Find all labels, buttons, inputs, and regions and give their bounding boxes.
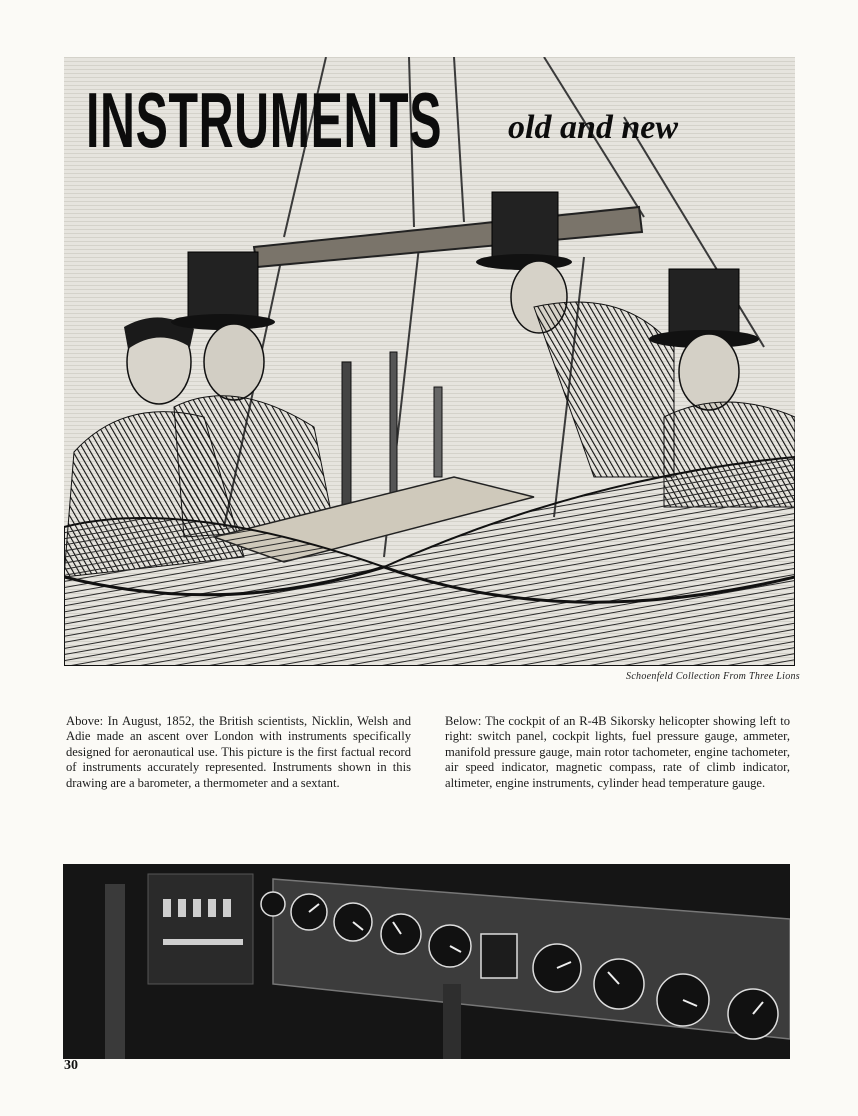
cockpit-illustration bbox=[63, 864, 790, 1059]
photo-credit: Schoenfeld Collection From Three Lions bbox=[626, 671, 800, 682]
page-number: 30 bbox=[64, 1058, 78, 1073]
headline-subtitle: old and new bbox=[508, 109, 679, 146]
caption-above: Above: In August, 1852, the British scientists, Nicklin, Welsh and Adie made an ascent over London with instruments specifically designed for aeronautical use. This picture is the first factual record of instruments accurately represented. Instruments shown in this drawing are a barometer, a thermometer and a sextant. bbox=[66, 714, 411, 790]
caption-below: Below: The cockpit of an R-4B Sikorsky helicopter showing left to right: switch panel, cockpit lights, fuel pressure gauge, ammeter, manifold pressure gauge, main rotor tachometer, engine tachometer, air speed indicator, magnetic compass, rate of climb indicator, altimeter, engine instruments, cylinder head temperature gauge. bbox=[445, 714, 790, 790]
headline-title: INSTRUMENTS bbox=[86, 76, 443, 164]
helicopter-cockpit-photo bbox=[63, 864, 790, 1059]
